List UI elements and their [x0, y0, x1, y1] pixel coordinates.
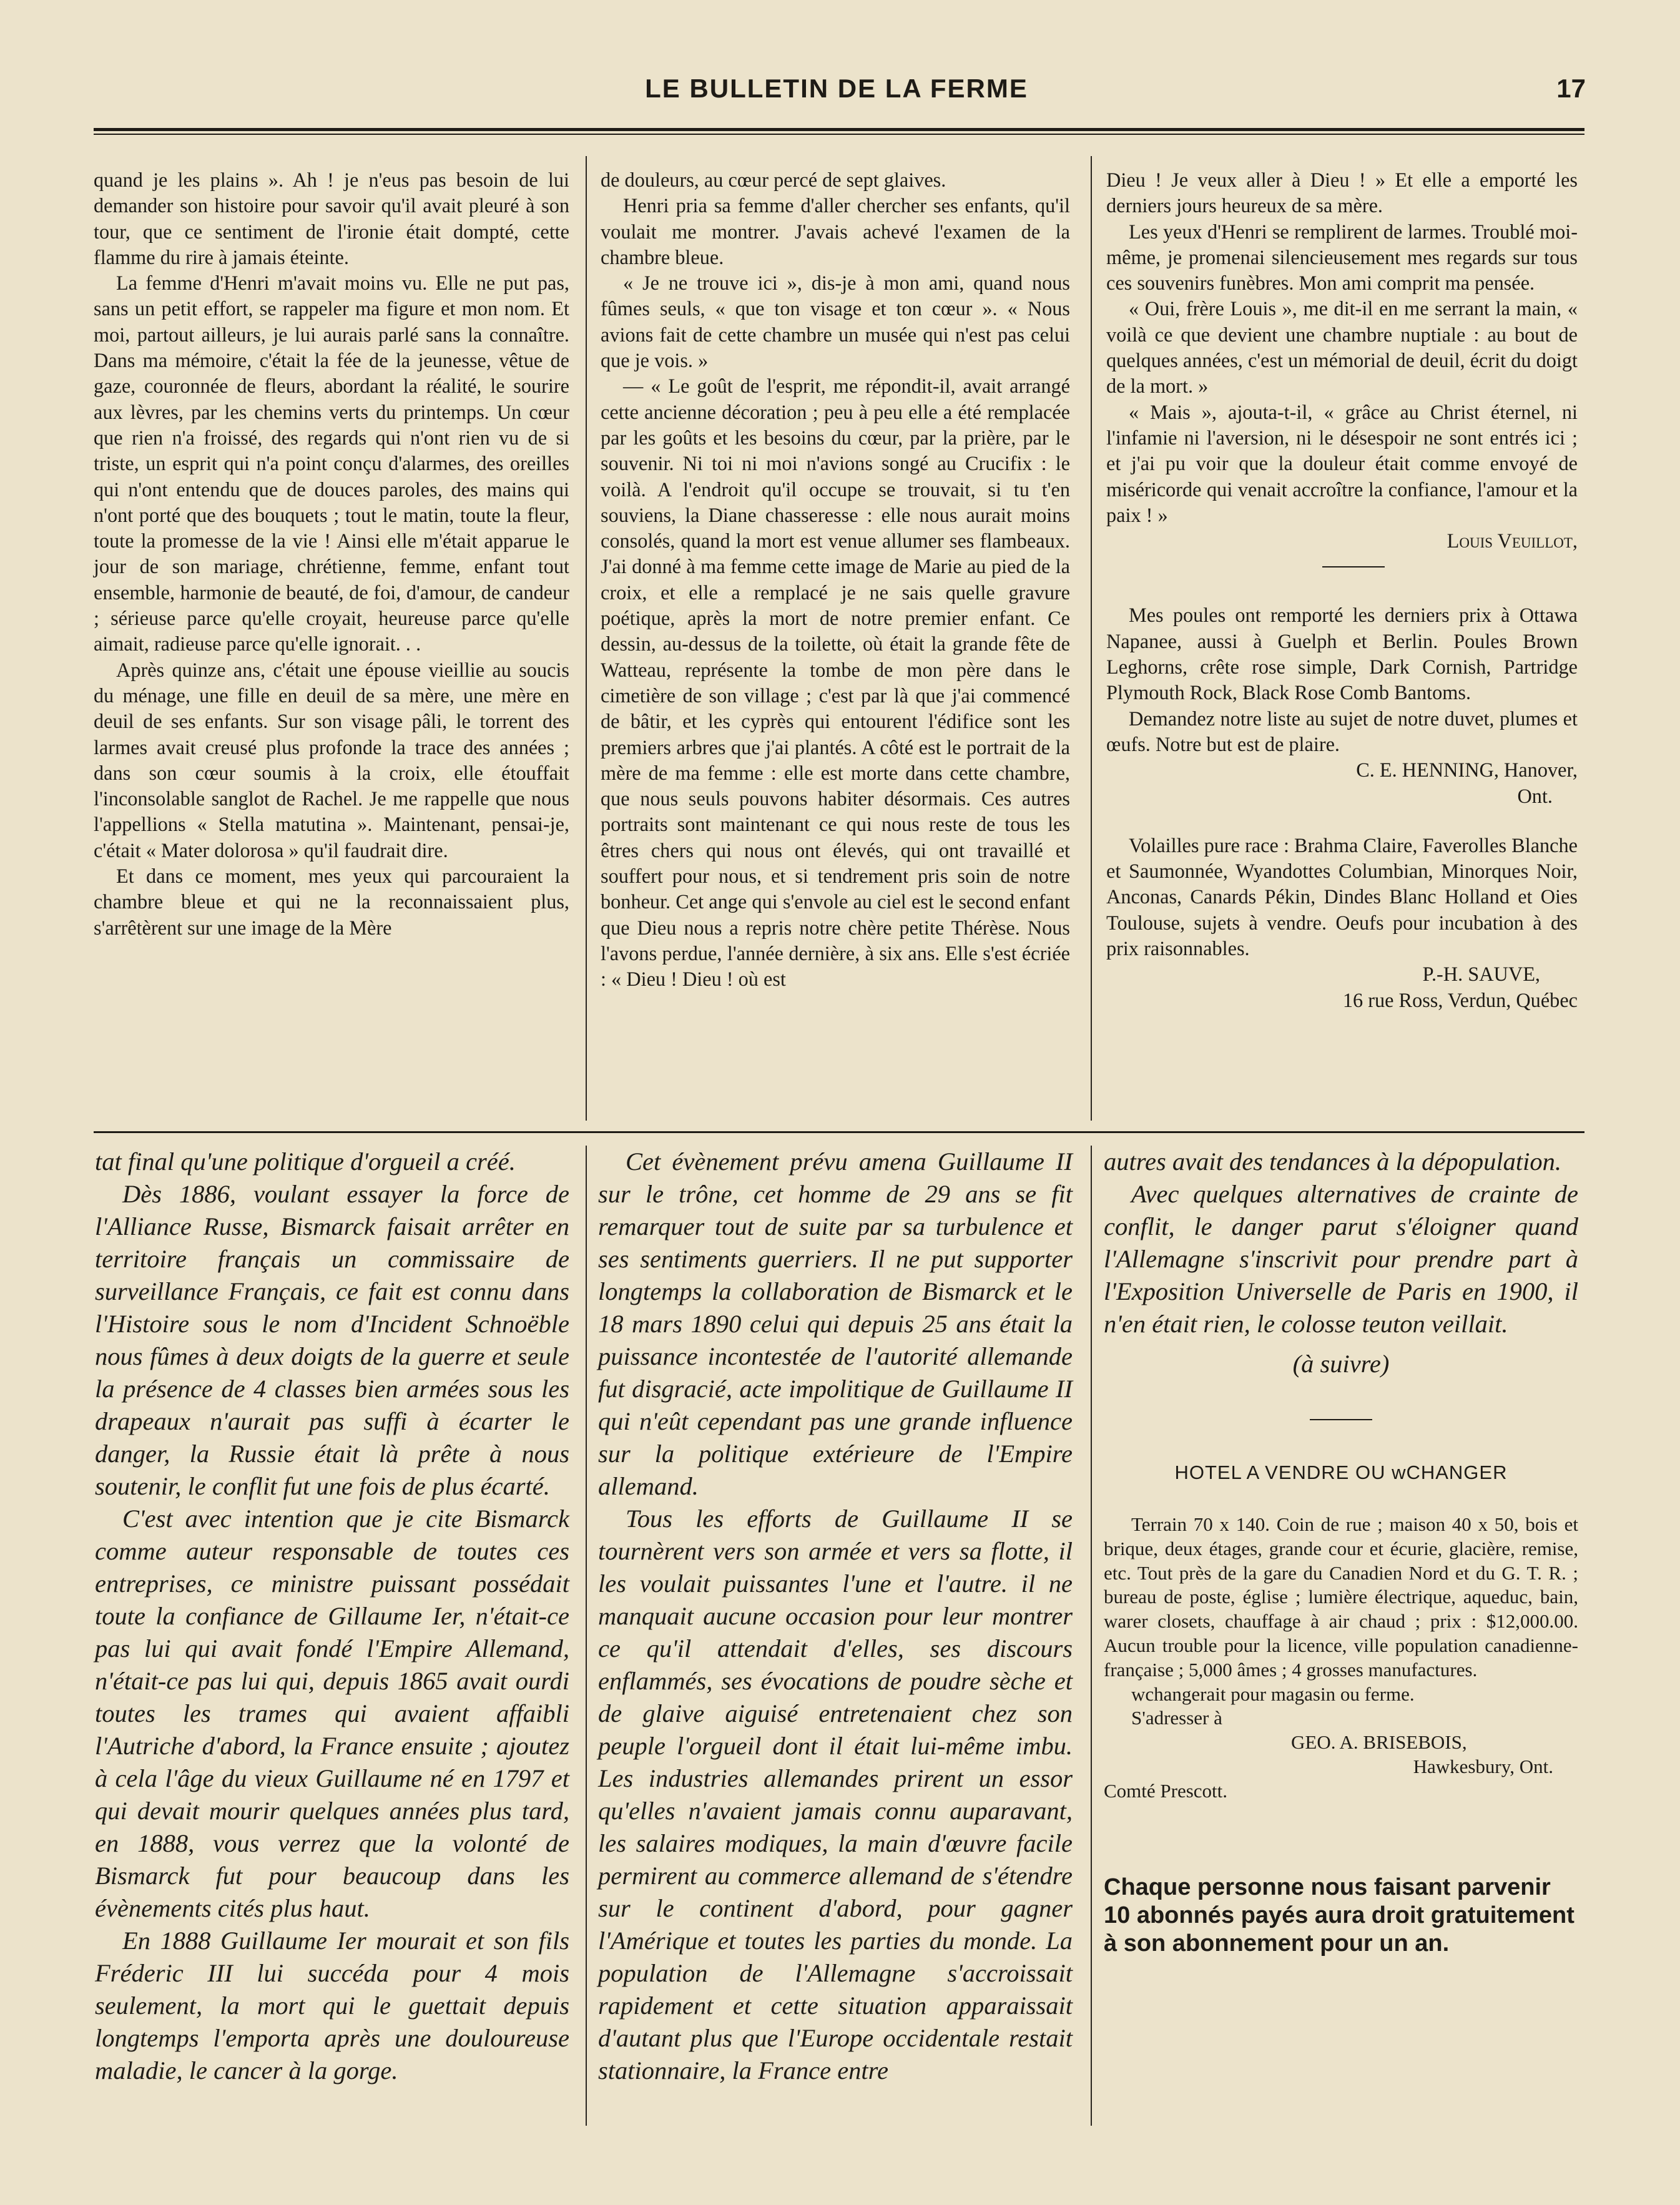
story-paragraph: Dieu ! Je veux aller à Dieu ! » Et elle a emporté les derniers jours heureux de sa mère. [1106, 169, 1578, 217]
subscription-promo: Chaque personne nous faisant parvenir 10 abonnés payés aura droit gratuitement à son abonnement pour un an. [1104, 1874, 1574, 1957]
article-paragraph: Tous les efforts de Guillaume II se tournèrent vers son armée et vers sa flotte, il les voulait puissantes l'une et l'autre. il ne manquait aucune occasion pour leur montrer ce qu'il attendait d'elles, ses discours enflammés, ses évocations de poudre sèche et de glaive aiguisé entretenaient chez son peuple l'orgueil dont il était lui-même imbu. Les industries allemandes prirent un essor qu'elles n'avaient jamais connu auparavant, les salaires modiques, la main d'œuvre facile permirent au commerce allemand de s'étendre sur le continent d'abord, pour gagner l'Amérique et toutes les parties du monde. La population de l'Allemagne s'accroissait rapidement et cette situation apparaissait d'autant plus que l'Europe occidentale restait stationnaire, la France entre [598, 1505, 1073, 2085]
article-paragraph: Avec quelques alternatives de crainte de conflit, le danger parut s'éloigner quand l'Allemagne s'inscrivit pour prendre part à l'Exposition Universelle de Paris en 1900, il n'en était rien, le colosse teuton veillait. [1104, 1180, 1578, 1338]
page-number: 17 [1556, 74, 1586, 103]
header-rule-thin [94, 134, 1584, 135]
poultry-ad-henning [1106, 602, 1578, 808]
ornament-divider [1322, 566, 1385, 567]
story-paragraph: Les yeux d'Henri se remplirent de larmes. Troublé moi-même, je promenai silencieusement mes regards sur tous ces souvenirs funèbres. Mon ami comprit ma pensée. [1106, 220, 1578, 295]
story-paragraph: La femme d'Henri m'avait moins vu. Elle ne put pas, sans un petit effort, se rappeler ma figure et mon nom. Et moi, partout ailleurs, je lui aurais parlé sans la connaître. Dans ma mémoire, c'était la fée de la jeunesse, vêtue de gaze, couronnée de fleurs, abordant la réalité, le sourire aux lèvres, par les chemins verts du printemps. Un cœur que rien n'a froissé, des regards qui n'ont rien vu de si triste, un esprit qui n'a point conçu d'alarmes, des oreilles qui n'ont entendu que de douces paroles, des mains qui n'ont porté que des bouquets ; tout le matin, toute la fleur, toute la promesse de la vie ! Ainsi elle m'était apparue le jour de son mariage, chrétienne, femme, enfant tout ensemble, harmonie de beauté, de foi, d'amour, de candeur ; sérieuse parce qu'elle croyait, heureuse parce qu'elle aimait, radieuse parce qu'elle ignorait. . . [94, 272, 569, 656]
article-paragraph: autres avait des tendances à la dépopulation. [1104, 1147, 1562, 1176]
hotel-ad-text: Terrain 70 x 140. Coin de rue ; maison 40 x 50, bois et brique, deux étages, grande cour et écurie, glacière, remise, etc. Tout près de la gare du Canadien Nord et du G. T. R. ; bureau de poste, église ; lumière électrique, aqueduc, bain, warer closets, chauffage à air chaud ; prix : $12,000.00. Aucun trouble pour la licence, ville population canadienne-française ; 5,000 âmes ; 4 grosses manufactures. [1104, 1513, 1578, 1681]
story-paragraph: « Oui, frère Louis », me dit-il en me serrant la main, « voilà ce que devient une chambre nuptiale : au bout de quelques années, c'est un mémorial de deuil, écrit du doigt de la mort. » [1106, 297, 1578, 398]
story-paragraph: de douleurs, au cœur percé de sept glaives. [601, 169, 946, 191]
newspaper-title: LE BULLETIN DE LA FERME [645, 74, 1028, 103]
column-divider [1091, 156, 1092, 1121]
ad-signature: P.-H. SAUVE, [1422, 963, 1540, 986]
story-paragraph: quand je les plains ». Ah ! je n'eus pas besoin de lui demander son histoire pour savoir qu'il avait pleuré à son tour, que ce sentiment de l'ironie était dompté, cette flamme du rire à jamais éteinte. [94, 169, 569, 268]
poultry-ad-sauve [1106, 833, 1578, 1013]
ad-text: Volailles pure race : Brahma Claire, Faverolles Blanche et Saumonnée, Wyandottes Columbian, Minorques Noir, Anconas, Canards Pékin, Dindes Blanc Holland et Oies Toulouse, sujets à vendre. Oeufs pour incubation à des prix raisonnables. [1106, 833, 1578, 960]
ad-signature: C. E. HENNING, Hanover, [1356, 759, 1578, 782]
story-column-3 [1106, 167, 1578, 1013]
column-divider [586, 156, 587, 1121]
article-paragraph: tat final qu'une politique d'orgueil a créé. [95, 1147, 516, 1176]
hotel-ad-county: Comté Prescott. [1104, 1779, 1228, 1802]
to-be-continued: (à suivre) [1292, 1350, 1390, 1378]
story-paragraph: « Mais », ajouta-t-il, « grâce au Christ éternel, ni l'infamie ni l'aversion, ni le désespoir ne sont entrés ici ; et j'ai pu voir que la douleur était comme envoyé de miséricorde qui venait accroître la confiance, l'amour et la paix ! » [1106, 400, 1578, 526]
author-signature: Louis Veuillot, [1447, 529, 1578, 552]
hotel-ad-signature: GEO. A. BRISEBOIS, [1291, 1731, 1467, 1754]
column-divider [586, 1146, 587, 2126]
story-paragraph: Après quinze ans, c'était une épouse vieillie au soucis du ménage, une fille en deuil de sa mère, une mère en deuil de ses enfants. Sur son visage pâli, le torrent des larmes avait creusé plus profonde la trace des années ; dans son cœur soumis à la croix, elle étouffait l'inconsolable sanglot de Rachel. Je me rappelle que nous l'appellions « Stella matutina ». Maintenant, pensai-je, c'était « Mater dolorosa » qu'il faudrait dire. [94, 658, 569, 862]
story-column-2 [601, 167, 1070, 993]
section-divider-rule [94, 1131, 1584, 1133]
column-divider [1091, 1146, 1092, 2126]
ad-text: Demandez notre liste au sujet de notre duvet, plumes et œufs. Notre but est de plaire. [1106, 707, 1578, 755]
hotel-ad-location: Hawkesbury, Ont. [1413, 1755, 1553, 1777]
story-paragraph: Henri pria sa femme d'aller chercher ses enfants, qu'il voulait me montrer. J'avais achevé l'examen de la chambre bleue. [601, 194, 1070, 268]
hotel-ad-text: S'adresser à [1131, 1707, 1222, 1729]
hotel-ad-text: wchangerait pour magasin ou ferme. [1131, 1682, 1415, 1705]
article-paragraph: Dès 1886, voulant essayer la force de l'Alliance Russe, Bismarck faisait arrêter en territoire français un commissaire de surveillance Français, ce fait est connu dans l'Histoire sous le nom d'Incident Schnoëble nous fûmes à deux doigts de la guerre et seule la présence de 4 classes bien armées sous les drapeaux n'aurait pas suffi à écarter le danger, la Russie était là prête à nous soutenir, le conflit fut une fois de plus écarté. [95, 1180, 569, 1500]
story-paragraph: — « Le goût de l'esprit, me répondit-il, avait arrangé cette ancienne décoration ; peu à peu elle a été remplacée par les goûts et les besoins du cœur, par la prière, par le souvenir. Ni toi ni moi n'avions songé au Crucifix : le voilà. A l'endroit qu'il occupe se trouvait, si tu t'en souviens, la Diane chasseresse : elle nous aurait moins consolés, quand la mort est venue allumer ses flambeaux. J'ai donné à ma femme cette image de Marie au pied de la croix, et elle a remplacé je ne sais quelle gravure poétique, après la mort de notre premier enfant. Ce dessin, au-dessus de la toilette, où était la grande fête de Watteau, représente la tombe de mon père dans le cimetière de son village ; c'est par là que j'ai commencé de bâtir, et les cyprès qui entourent l'édifice sont les premiers arbres que j'ai plantés. A côté est le portrait de la mère de ma femme : elle est morte dans cette chambre, que nous seuls pouvons habiter désormais. Ces autres portraits sont maintenant ce qui nous reste de tous les êtres chers qui nous ont élevés, qui ont travaillé et souffert pour nous, et si tendrement pris soin de notre bonheur. Cet ange qui s'envole au ciel est le second enfant que Dieu nous a repris notre chère petite Thérèse. Nous l'avons perdue, l'année dernière, à six ans. Elle s'est écriée : « Dieu ! Dieu ! où est [601, 375, 1070, 991]
ad-signature-address: 16 rue Ross, Verdun, Québec [1342, 988, 1578, 1011]
article-paragraph: En 1888 Guillaume Ier mourait et son fils Fréderic III lui succéda pour 4 mois seulement, la mort qui le guettait depuis longtemps l'emporta après une douloureuse maladie, le cancer à la gorge. [95, 1927, 569, 2085]
article-column-1 [95, 1146, 569, 2087]
page-header [87, 74, 1586, 111]
ad-signature-location: Ont. [1517, 784, 1553, 807]
header-rule [94, 128, 1584, 131]
ad-text: Mes poules ont remporté les derniers prix à Ottawa Napanee, aussi à Guelph et Berlin. Poules Brown Leghorns, crête rose simple, Dark Cornish, Partridge Plymouth Rock, Black Rose Comb Bantoms. [1106, 604, 1578, 704]
article-paragraph: C'est avec intention que je cite Bismarck comme auteur responsable de toutes ces entreprises, ce ministre puissant possédait toute la confiance de Gillaume Ier, n'était-ce pas lui qui avait fondé l'Empire Allemand, n'était-ce pas lui qui, depuis 1865 avait ourdi toutes les trames qui avaient affaibli l'Autriche d'abord, la France ensuite ; ajoutez à cela l'âge du vieux Guillaume né en 1797 et qui devait mourir quelques années plus tard, en 1888, vous verrez que la volonté de Bismarck fut pour beaucoup dans les évènements cités plus haut. [95, 1505, 569, 1922]
article-column-2 [598, 1146, 1073, 2087]
hotel-ad-title: HOTEL A VENDRE OU wCHANGER [1174, 1461, 1508, 1483]
hotel-ad [1104, 1456, 1578, 1804]
article-paragraph: Cet évènement prévu amena Guillaume II sur le trône, cet homme de 29 ans se fit remarquer tout de suite par sa turbulence et ses sentiments guerriers. Il ne put supporter longtemps la collaboration de Bismarck et le 18 mars 1890 celui qui depuis 25 ans était la puissance incontestée de l'autorité allemande fut disgracié, acte impolitique de Guillaume II qui n'eût cependant pas une grande influence sur la politique extérieure de l'Empire allemand. [598, 1147, 1073, 1500]
article-column-3 [1104, 1146, 1578, 1958]
story-paragraph: Et dans ce moment, mes yeux qui parcouraient la chambre bleue et qui ne la reconnaissaient plus, s'arrêtèrent sur une image de la Mère [94, 865, 569, 939]
story-paragraph: « Je ne trouve ici », dis-je à mon ami, quand nous fûmes seuls, « que ton visage et ton cœur ». « Nous avions fait de cette chambre un musée qui n'est pas celui que je vois. » [601, 272, 1070, 372]
story-column-1 [94, 167, 569, 941]
ornament-divider [1310, 1419, 1372, 1420]
